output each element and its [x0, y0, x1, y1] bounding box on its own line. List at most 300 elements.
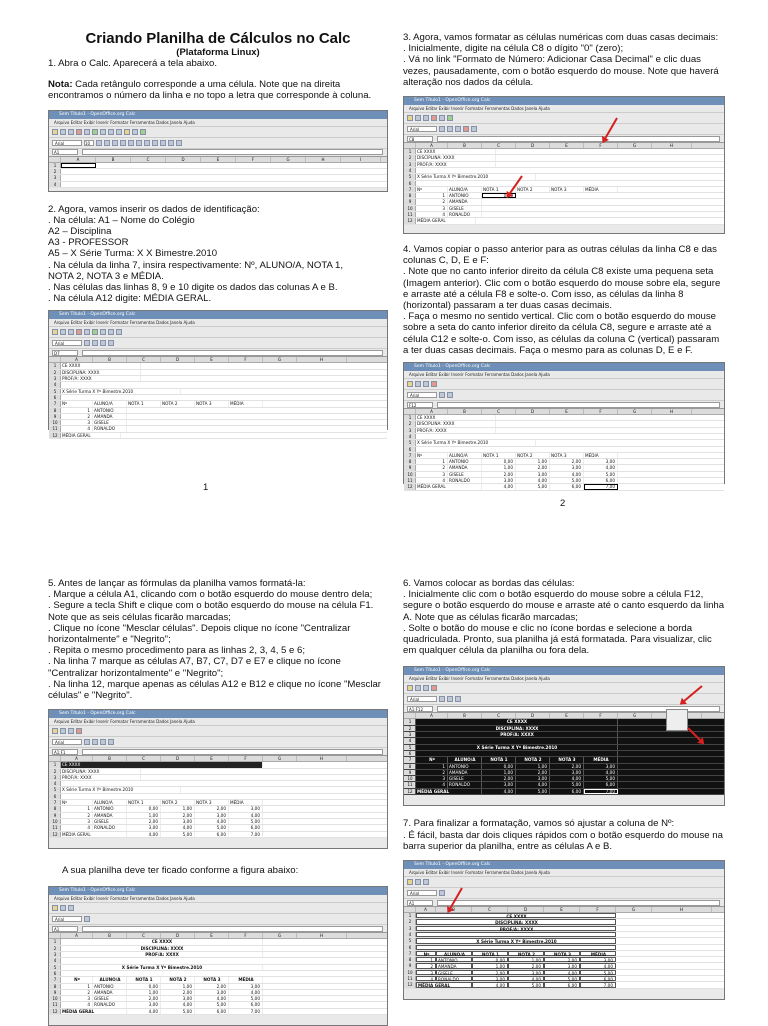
cell[interactable]: NOTA 3 [550, 453, 584, 458]
col-header-g[interactable]: G [618, 143, 652, 148]
cell[interactable]: 1 [416, 193, 448, 198]
bold-icon[interactable] [439, 890, 445, 896]
cell[interactable]: 2,00 [544, 957, 580, 962]
col-header-a[interactable]: A [61, 157, 96, 162]
formula-input[interactable] [82, 350, 383, 356]
name-box[interactable]: A1 [52, 926, 78, 932]
cell-a1-merged[interactable]: CE XXXX [61, 762, 263, 767]
pdf-icon[interactable] [431, 115, 437, 121]
cell[interactable]: 5,00 [195, 825, 229, 830]
cell[interactable]: 3,00 [229, 806, 263, 811]
cell[interactable]: 2 [416, 770, 448, 775]
cell[interactable]: 0,00 [472, 957, 508, 962]
col-header-b[interactable]: B [96, 157, 131, 162]
save-icon[interactable] [68, 329, 74, 335]
cell[interactable]: 4,00 [550, 776, 584, 781]
cell[interactable]: GISELE [93, 420, 127, 425]
cell[interactable]: 2,00 [508, 963, 544, 968]
cell[interactable]: 4 [416, 212, 448, 217]
cell[interactable]: NOTA 2 [516, 187, 550, 192]
borders-popup[interactable] [666, 709, 688, 731]
italic-icon[interactable] [92, 340, 98, 346]
cell[interactable]: 1,00 [508, 957, 544, 962]
cell[interactable]: NOTA 3 [195, 401, 229, 406]
cell[interactable]: NOTA 1 [127, 977, 161, 982]
cell[interactable]: NOTA 1 [127, 800, 161, 805]
cell[interactable]: 3 [61, 819, 93, 824]
open-icon[interactable] [60, 905, 66, 911]
copy-icon[interactable] [108, 129, 114, 135]
cell[interactable]: X Série Turma X Yº Bimestre.2010 [61, 389, 181, 394]
cell[interactable]: NOTA 1 [472, 951, 508, 956]
cell[interactable]: 3,00 [195, 813, 229, 818]
add-decimal-icon[interactable] [463, 126, 469, 132]
open-icon[interactable] [415, 115, 421, 121]
col-header-h[interactable]: H [297, 933, 347, 938]
cell[interactable]: ANTONIO [436, 957, 472, 962]
font-name-box[interactable]: Arial [407, 126, 437, 132]
col-header-f[interactable]: F [229, 756, 263, 761]
save-icon[interactable] [68, 129, 74, 135]
align-right-icon[interactable] [136, 140, 142, 146]
open-icon[interactable] [415, 381, 421, 387]
cell[interactable]: MÉDIA GERAL [416, 982, 472, 987]
pdf-icon[interactable] [431, 685, 437, 691]
bold-icon[interactable] [84, 340, 90, 346]
borders-icon[interactable] [176, 140, 182, 146]
col-header-g[interactable]: G [263, 933, 297, 938]
col-header-c[interactable]: C [127, 357, 161, 362]
merge-cells-icon[interactable] [144, 140, 150, 146]
cell[interactable]: ANTONIO [448, 193, 482, 198]
redo-icon[interactable] [132, 129, 138, 135]
col-header-c[interactable]: C [127, 933, 161, 938]
col-header-f[interactable]: F [584, 713, 618, 718]
cell[interactable]: 0,00 [127, 806, 161, 811]
col-header-b[interactable]: B [93, 933, 127, 938]
save-icon[interactable] [423, 685, 429, 691]
cell[interactable]: 3,00 [127, 1002, 161, 1007]
col-header-e[interactable]: E [195, 756, 229, 761]
cell[interactable]: 1,00 [472, 963, 508, 968]
cell[interactable]: 3,00 [584, 459, 618, 464]
cell[interactable]: NOTA 2 [516, 453, 550, 458]
cell[interactable]: 5,00 [544, 976, 580, 981]
cell[interactable]: NOTA 2 [508, 951, 544, 956]
cell[interactable]: 4,00 [229, 813, 263, 818]
percent-icon[interactable] [160, 140, 166, 146]
formula-input[interactable] [437, 136, 720, 142]
font-name-box[interactable]: Arial [407, 890, 437, 896]
cell[interactable]: 1 [416, 459, 448, 464]
cell[interactable]: 2,00 [516, 770, 550, 775]
cell[interactable]: MÉDIA GERAL [416, 484, 482, 489]
cell[interactable]: Nº [416, 453, 448, 458]
cell[interactable]: MÉDIA [584, 453, 618, 458]
cell[interactable]: 1 [61, 984, 93, 989]
cell[interactable]: 4,00 [127, 832, 161, 837]
col-header-f[interactable]: F [229, 933, 263, 938]
cell[interactable]: AMANDA [436, 963, 472, 968]
cell[interactable]: 4,00 [472, 982, 508, 987]
print-icon[interactable] [84, 129, 90, 135]
cell[interactable]: 6,00 [550, 484, 584, 489]
cell[interactable]: X Série Turma X Yº Bimestre.2010 [61, 787, 181, 792]
col-header-b[interactable]: B [448, 713, 482, 718]
col-header-g[interactable]: G [618, 713, 652, 718]
chart-icon[interactable] [140, 129, 146, 135]
paste-icon[interactable] [116, 129, 122, 135]
cell[interactable]: 2,00 [195, 806, 229, 811]
cell[interactable]: ALUNO/A [448, 187, 482, 192]
col-header-f[interactable]: F [236, 157, 271, 162]
cell[interactable]: 3,00 [229, 984, 263, 989]
save-icon[interactable] [423, 381, 429, 387]
col-header-g[interactable]: G [616, 907, 652, 912]
cell[interactable]: PROF/A: XXXX [61, 376, 141, 381]
cell[interactable]: 3,00 [580, 957, 616, 962]
cell[interactable]: 3,00 [550, 770, 584, 775]
open-icon[interactable] [60, 329, 66, 335]
cell[interactable]: 1,00 [516, 459, 550, 464]
cell[interactable]: GISELE [448, 206, 482, 211]
col-header-h[interactable]: H [652, 143, 692, 148]
cell[interactable]: 6,00 [229, 1002, 263, 1007]
pdf-icon[interactable] [431, 381, 437, 387]
cell[interactable]: CE XXXX [416, 719, 618, 724]
cell[interactable]: NOTA 3 [544, 951, 580, 956]
cell[interactable]: 2,00 [127, 996, 161, 1001]
col-header-c[interactable]: C [131, 157, 166, 162]
cell[interactable]: CE XXXX [61, 939, 263, 944]
cell[interactable]: 1,00 [482, 770, 516, 775]
cell[interactable]: DISCIPLINA: XXXX [61, 769, 141, 774]
cell[interactable]: 3 [416, 472, 448, 477]
cell[interactable]: 2,00 [550, 764, 584, 769]
cell[interactable]: NOTA 1 [127, 401, 161, 406]
cell[interactable]: MÉDIA [584, 187, 618, 192]
cell[interactable]: 2,00 [516, 465, 550, 470]
borders-icon[interactable] [455, 696, 461, 702]
col-header-e[interactable]: E [201, 157, 236, 162]
align-center-icon[interactable] [100, 739, 106, 745]
cell[interactable]: MÉDIA GERAL [61, 1009, 127, 1014]
cell[interactable]: 4,00 [161, 825, 195, 830]
name-box[interactable]: D7 [52, 350, 78, 356]
cell[interactable]: RONALDO [448, 782, 482, 787]
cut-icon[interactable] [100, 329, 106, 335]
cell[interactable]: X Série Turma X Yº Bimestre.2010 [416, 938, 616, 943]
cell[interactable]: PROF/A: XXXX [61, 775, 141, 780]
col-header-i[interactable]: I [341, 157, 381, 162]
col-header-b[interactable]: B [448, 409, 482, 414]
formula-input[interactable] [437, 900, 720, 906]
font-name-box[interactable]: Arial [52, 140, 82, 146]
col-header-d[interactable]: D [508, 907, 544, 912]
bold-icon[interactable] [96, 140, 102, 146]
cell[interactable]: ANTONIO [93, 806, 127, 811]
cell[interactable]: 4 [61, 825, 93, 830]
cell[interactable]: 5,00 [229, 819, 263, 824]
cell[interactable]: X Série Turma X Yº Bimestre.2010 [61, 965, 263, 970]
cell[interactable]: RONALDO [436, 976, 472, 981]
cell[interactable]: 3,00 [584, 764, 618, 769]
cell-a1[interactable] [61, 163, 96, 168]
cell[interactable]: 5,00 [161, 1009, 195, 1014]
col-header-e[interactable]: E [195, 933, 229, 938]
cell[interactable]: AMANDA [93, 813, 127, 818]
cell[interactable]: 4 [416, 478, 448, 483]
bold-icon[interactable] [439, 392, 445, 398]
italic-icon[interactable] [447, 126, 453, 132]
cell[interactable]: 2 [416, 963, 436, 968]
bold-icon[interactable] [84, 916, 90, 922]
cell[interactable]: 4 [416, 976, 436, 981]
col-header-c[interactable]: C [482, 143, 516, 148]
open-icon[interactable] [415, 685, 421, 691]
cell[interactable]: MÉDIA GERAL [416, 789, 482, 794]
cell[interactable]: X Série Turma X Yº Bimestre.2010 [416, 174, 536, 179]
new-icon[interactable] [52, 329, 58, 335]
cell[interactable]: 6,00 [195, 832, 229, 837]
cell[interactable]: AMANDA [448, 465, 482, 470]
cell[interactable]: CE XXXX [416, 415, 496, 420]
spell-icon[interactable] [92, 129, 98, 135]
align-left-icon[interactable] [120, 140, 126, 146]
cell[interactable]: 2,00 [161, 990, 195, 995]
cell[interactable]: NOTA 1 [482, 453, 516, 458]
add-decimal-icon[interactable] [168, 140, 174, 146]
cell[interactable]: 4,00 [544, 970, 580, 975]
cell[interactable]: 3,00 [472, 976, 508, 981]
italic-icon[interactable] [104, 140, 110, 146]
name-box[interactable]: A1:F1 [52, 749, 78, 755]
cell[interactable]: NOTA 2 [161, 977, 195, 982]
cell[interactable]: 5,00 [550, 782, 584, 787]
cell[interactable]: 4,00 [195, 996, 229, 1001]
merge-cells-icon[interactable] [108, 739, 114, 745]
col-header-c[interactable]: C [127, 756, 161, 761]
col-header-f[interactable]: F [584, 409, 618, 414]
cell[interactable]: ALUNO/A [448, 453, 482, 458]
save-icon[interactable] [68, 905, 74, 911]
cell[interactable]: 4 [61, 426, 93, 431]
col-header-h[interactable]: H [297, 357, 347, 362]
cell[interactable]: NOTA 1 [482, 757, 516, 762]
cell[interactable]: 3,00 [550, 465, 584, 470]
cell[interactable]: 1 [416, 957, 436, 962]
cell[interactable]: PROF/A: XXXX [416, 732, 618, 737]
cell[interactable]: AMANDA [448, 199, 482, 204]
cell[interactable]: RONALDO [93, 825, 127, 830]
cell[interactable]: 4,00 [195, 819, 229, 824]
cell[interactable]: ANTONIO [93, 408, 127, 413]
merge-cells-icon[interactable] [108, 340, 114, 346]
formula-input[interactable] [437, 402, 720, 408]
font-name-box[interactable]: Arial [52, 916, 82, 922]
cell[interactable]: ANTONIO [93, 984, 127, 989]
cell[interactable]: 2 [61, 813, 93, 818]
new-icon[interactable] [407, 115, 413, 121]
col-header-a[interactable]: A [61, 357, 93, 362]
col-header-e[interactable]: E [550, 713, 584, 718]
cell[interactable]: CE XXXX [416, 913, 616, 918]
cell[interactable]: PROF/A: XXXX [416, 926, 616, 931]
cell[interactable]: 3,00 [508, 970, 544, 975]
cell[interactable]: 4,00 [550, 472, 584, 477]
save-icon[interactable] [68, 728, 74, 734]
cell[interactable]: 3 [61, 420, 93, 425]
undo-icon[interactable] [124, 129, 130, 135]
spell-icon[interactable] [92, 329, 98, 335]
cell[interactable]: Nº [416, 187, 448, 192]
col-header-f[interactable]: F [580, 907, 616, 912]
italic-icon[interactable] [447, 696, 453, 702]
percent-icon[interactable] [455, 126, 461, 132]
new-icon[interactable] [52, 129, 58, 135]
col-header-e[interactable]: E [195, 357, 229, 362]
cell[interactable]: 1,00 [482, 465, 516, 470]
cell[interactable]: CE XXXX [416, 149, 496, 154]
cell[interactable]: ALUNO/A [93, 977, 127, 982]
cell[interactable]: 2 [61, 414, 93, 419]
cell[interactable]: RONALDO [448, 212, 482, 217]
cell[interactable]: 4,00 [229, 990, 263, 995]
col-header-a[interactable]: A [416, 907, 436, 912]
cell[interactable]: NOTA 2 [516, 757, 550, 762]
cell[interactable]: MÉDIA GERAL [61, 832, 127, 837]
font-name-box[interactable]: Arial [52, 739, 82, 745]
italic-icon[interactable] [92, 739, 98, 745]
bold-icon[interactable] [439, 126, 445, 132]
cell[interactable]: 5,00 [229, 996, 263, 1001]
cell[interactable]: 3,00 [195, 990, 229, 995]
cell[interactable]: NOTA 2 [161, 800, 195, 805]
cell[interactable]: 1,00 [161, 806, 195, 811]
col-header-a[interactable]: A [416, 713, 448, 718]
save-icon[interactable] [423, 879, 429, 885]
col-header-g[interactable]: G [263, 756, 297, 761]
cell[interactable]: 6,00 [584, 478, 618, 483]
cell[interactable]: 2 [416, 199, 448, 204]
cell[interactable]: MÉDIA [229, 977, 263, 982]
new-icon[interactable] [52, 728, 58, 734]
new-icon[interactable] [407, 381, 413, 387]
cell[interactable]: 6,00 [544, 982, 580, 987]
cell[interactable]: MÉDIA [229, 800, 263, 805]
copy-icon[interactable] [108, 329, 114, 335]
cell[interactable]: 0,00 [482, 764, 516, 769]
cell[interactable]: 1,00 [127, 813, 161, 818]
col-header-a[interactable]: A [416, 409, 448, 414]
col-header-a[interactable]: A [61, 933, 93, 938]
cell[interactable]: 3,00 [544, 963, 580, 968]
font-name-box[interactable]: Arial [407, 392, 437, 398]
col-header-a[interactable]: A [61, 756, 93, 761]
col-header-d[interactable]: D [516, 409, 550, 414]
cell[interactable]: 4,00 [508, 976, 544, 981]
col-header-g[interactable]: G [618, 409, 652, 414]
cell[interactable]: DISCIPLINA: XXXX [61, 370, 141, 375]
cell[interactable]: 0,00 [482, 459, 516, 464]
cell[interactable]: 3,00 [482, 478, 516, 483]
col-header-c[interactable]: C [472, 907, 508, 912]
cell[interactable]: 1,00 [516, 764, 550, 769]
cell[interactable]: RONALDO [448, 478, 482, 483]
cell[interactable]: GISELE [436, 970, 472, 975]
underline-icon[interactable] [112, 140, 118, 146]
cell[interactable]: GISELE [93, 819, 127, 824]
cell[interactable]: DISCIPLINA: XXXX [61, 946, 263, 951]
cell[interactable]: 4 [61, 1002, 93, 1007]
cell[interactable]: 4,00 [482, 484, 516, 489]
cell[interactable]: 5,00 [508, 982, 544, 987]
cell[interactable]: MÉDIA GERAL [61, 433, 121, 438]
cell[interactable]: ANTONIO [448, 764, 482, 769]
cell[interactable]: 5,00 [550, 478, 584, 483]
cell[interactable]: 3,00 [161, 819, 195, 824]
formula-input[interactable] [82, 926, 383, 932]
cell[interactable]: 1 [416, 764, 448, 769]
cell[interactable]: 6,00 [550, 789, 584, 794]
col-header-b[interactable]: B [448, 143, 482, 148]
cell[interactable]: 3 [416, 970, 436, 975]
cell[interactable]: 7,00 [229, 832, 263, 837]
col-header-c[interactable]: C [482, 713, 516, 718]
cell[interactable]: 3 [416, 776, 448, 781]
cell[interactable]: 5,00 [580, 970, 616, 975]
cell[interactable]: 1,00 [161, 984, 195, 989]
col-header-d[interactable]: D [516, 713, 550, 718]
cell[interactable]: 6,00 [580, 976, 616, 981]
cell[interactable]: NOTA 3 [195, 977, 229, 982]
cell[interactable]: GISELE [448, 472, 482, 477]
cell[interactable]: AMANDA [93, 990, 127, 995]
col-header-d[interactable]: D [166, 157, 201, 162]
cell[interactable]: PROF/A: XXXX [416, 428, 496, 433]
cell[interactable]: PROF/A: XXXX [416, 162, 496, 167]
cell[interactable]: DISCIPLINA: XXXX [416, 726, 618, 731]
cell[interactable]: DISCIPLINA: XXXX [416, 155, 496, 160]
col-header-e[interactable]: E [550, 409, 584, 414]
cell[interactable]: AMANDA [93, 414, 127, 419]
cell[interactable]: MÉDIA [580, 951, 616, 956]
italic-icon[interactable] [447, 392, 453, 398]
cell[interactable]: PROF/A: XXXX [61, 952, 263, 957]
col-header-b[interactable]: B [93, 756, 127, 761]
cell[interactable]: 5,00 [584, 776, 618, 781]
cell[interactable]: 2,00 [127, 819, 161, 824]
name-box[interactable]: A1:F12 [407, 706, 433, 712]
cell[interactable]: 2,00 [550, 459, 584, 464]
col-header-d[interactable]: D [161, 933, 195, 938]
pdf-icon[interactable] [76, 329, 82, 335]
cell[interactable]: 2,00 [161, 813, 195, 818]
cell[interactable]: DISCIPLINA: XXXX [416, 421, 496, 426]
cell[interactable]: 3,00 [516, 776, 550, 781]
new-icon[interactable] [407, 685, 413, 691]
new-icon[interactable] [407, 879, 413, 885]
col-header-h[interactable]: H [306, 157, 341, 162]
col-header-b[interactable]: B [93, 357, 127, 362]
cell[interactable]: 2,00 [195, 984, 229, 989]
name-box[interactable]: F12 [407, 402, 433, 408]
cell[interactable]: X Série Turma X Yº Bimestre.2010 [416, 440, 536, 445]
cell[interactable]: NOTA 2 [161, 401, 195, 406]
name-box[interactable]: C8 [407, 136, 433, 142]
font-size-box[interactable]: 10 [84, 140, 94, 146]
cell[interactable]: 3,00 [127, 825, 161, 830]
